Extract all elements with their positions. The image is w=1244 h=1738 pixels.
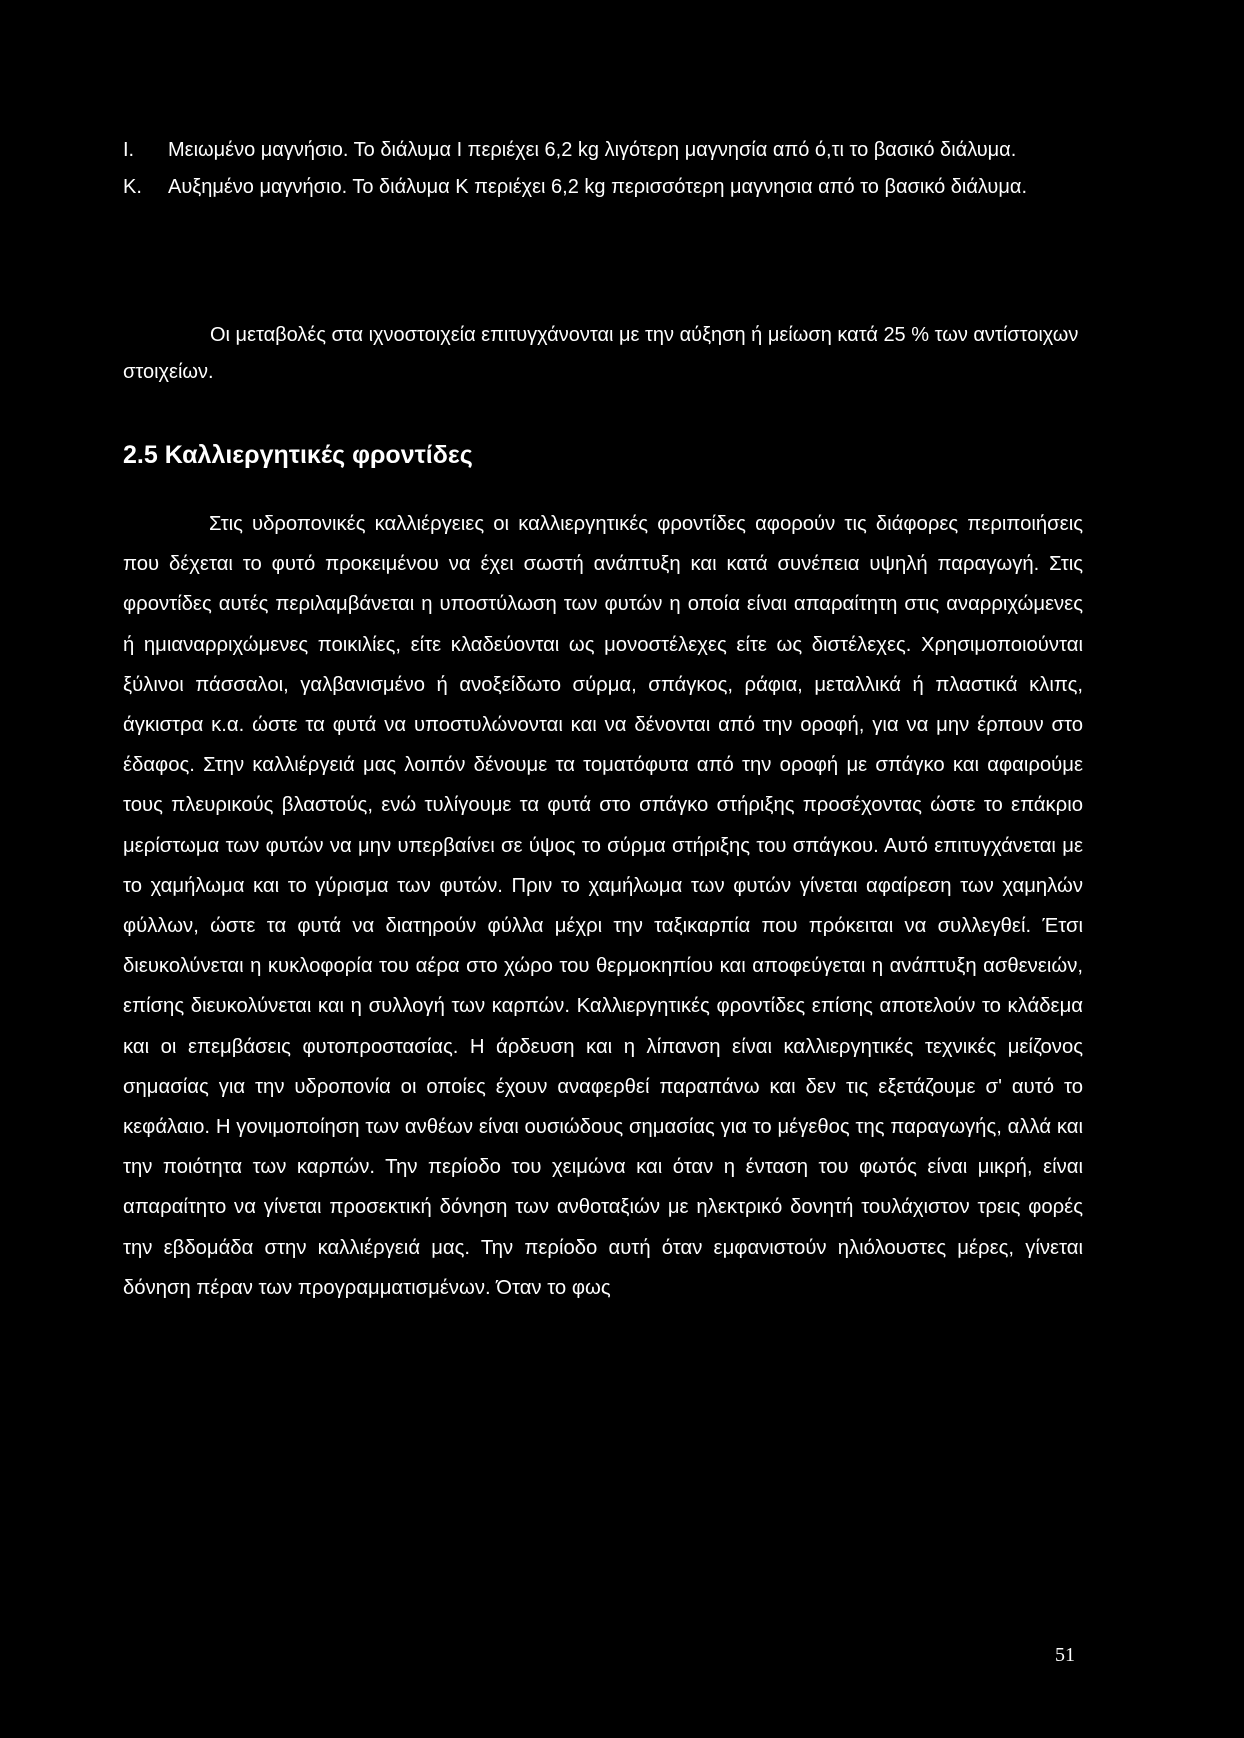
section-heading: 2.5 Καλλιεργητικές φροντίδες [123,441,473,469]
list-item-text: Μειωμένο μαγνήσιο. Το διάλυμα I περιέχει 6,2 kg λιγότερη μαγνησία από ό,τι το βασικό διάλυμα. [168,139,1017,161]
solution-list [123,132,1083,206]
list-marker: K. [123,176,142,198]
page-number: 51 [1055,1644,1075,1666]
trace-elements-note: Οι μεταβολές στα ιχνοστοιχεία επιτυγχάνονται με την αύξηση ή μείωση κατά 25 % των αντίστοιχων στοιχείων. [123,324,1079,383]
list-item-text: Αυξημένο μαγνήσιο. Το διάλυμα K περιέχει 6,2 kg περισσότερη μαγνησια από το βασικό διάλυμα. [168,176,1028,198]
list-marker: I. [123,139,135,161]
list-item [123,132,1083,169]
body-paragraph: Στις υδροπονικές καλλιέργειες οι καλλιεργητικές φροντίδες αφορούν τις διάφορες περιποιήσεις που δέχεται το φυτό προκειμένου να έχει σωστή ανάπτυξη και κατά συνέπεια υψηλή παραγωγή. Στις φροντίδες αυτές περιλαμβάνεται η υποστύλωση των φυτών η οποία είναι απαραίτητη στις αναρριχώμενες ή ημιαναρριχώμενες ποικιλίες, είτε κλαδεύονται ως μονοστέλεχες είτε ως διστέλεχες. Χρησιμοποιούνται ξύλινοι πάσσαλοι, γαλβανισμένο ή ανοξείδωτο σύρμα, σπάγκος, ράφια, μεταλλικά ή πλαστικά κλιπς, άγκιστρα κ.α. ώστε τα φυτά να υποστυλώνονται και να δένονται από την οροφή, για να μην έρπουν στο έδαφος. Στην καλλιέργειά μας λοιπόν δένουμε τα τοματόφυτα από την οροφή με σπάγκο και αφαιρούμε τους πλευρικούς βλαστούς, ενώ τυλίγουμε τα φυτά στο σπάγκο στήριξης προσέχοντας ώστε το επάκριο μερίστωμα των φυτών να μην υπερβαίνει σε ύψος το σύρμα στήριξης του σπάγκου. Αυτό επιτυγχάνεται με το χαμήλωμα και το γύρισμα των φυτών. Πριν το χαμήλωμα των φυτών γίνεται αφαίρεση των χαμηλών φύλλων, ώστε τα φυτά να διατηρούν φύλλα μέχρι την ταξικαρπία που πρόκειται να συλλεγθεί. Έτσι διευκολύνεται η κυκλοφορία του αέρα στο χώρο του θερμοκηπίου και αποφεύγεται η ανάπτυξη ασθενειών, επίσης διευκολύνεται και η συλλογή των καρπών. Καλλιεργητικές φροντίδες επίσης αποτελούν το κλάδεμα και οι επεμβάσεις φυτοπροστασίας. Η άρδευση και η λίπανση είναι καλλιεργητικές τεχνικές μείζονος σημασίας για την υδροπονία οι οποίες έχουν αναφερθεί παραπάνω και δεν τις εξετάζουμε σ' αυτό το κεφάλαιο. Η γονιμοποίηση των ανθέων είναι ουσιώδους σημασίας για το μέγεθος της παραγωγής, αλλά και την ποιότητα των καρπών. Την περίοδο του χειμώνα και όταν η ένταση του φωτός είναι μικρή, είναι απαραίτητο να γίνεται προσεκτική δόνηση των ανθοταξιών με ηλεκτρικό δονητή τουλάχιστον τρεις φορές την εβδομάδα στην καλλιέργειά μας. Την περίοδο αυτή όταν εμφανιστούν ηλιόλουστες μέρες, γίνεται δόνηση πέραν των προγραμματισμένων. Όταν το φως [123,513,1083,1299]
list-item [123,169,1083,206]
